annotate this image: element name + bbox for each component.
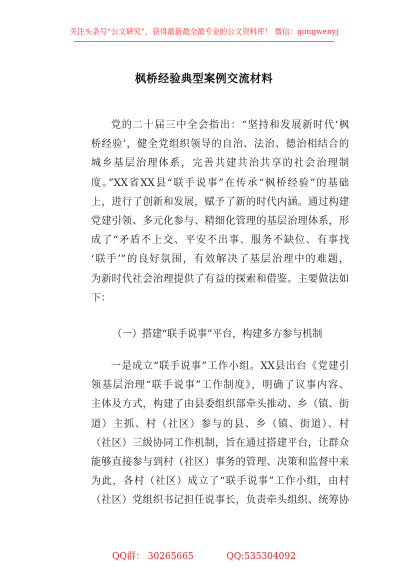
header-divider [74,41,334,42]
text-line: 道）主抓、村（社区）参与的县、乡（镇、街道）、村 [91,418,349,430]
section-paragraph [91,357,349,511]
text-line: 党建引领、多元化参与、精细化管理的基层治理体系，形 [91,215,349,227]
section-heading: （一）搭建“联手说事”平台，构建多方参与机制 [112,329,323,340]
text-line: 桥经验’，健全党组织领导的自治、法治、德治相结合的 [91,139,349,151]
text-line: ‘联手’”的良好氛围，有效解决了基层治理中的难题， [91,254,349,266]
header-banner: 关注头条号“公文研究”，获得最新最全最专业的公文资料库！ 微信：gongwenyj [69,27,339,36]
text-line: 为此，各村（社区）成立了“联手说事”工作小组，由村 [91,476,349,488]
text-line: 上，进行了创新和发展，赋予了新的时代内涵。通过构建 [91,196,349,208]
text-line: 党的二十届三中全会指出：“坚持和发展新时代‘枫 [111,120,349,131]
text-line: 一是成立“联手说事”工作小组。XX县出台《党建引 [111,361,349,372]
text-line: （社区）党组织书记担任说事长，负责牵头组织、统筹协 [91,495,349,507]
text-line: 度。”XX省XX县“联手说事”在传承“枫桥经验”的基础 [91,177,349,189]
footer [0,549,408,562]
text-line: 主体及方式，构建了由县委组织部牵头推动、乡（镇、街 [91,399,349,411]
intro-paragraph [91,116,349,308]
text-line: 下： [91,292,111,304]
text-line: 城乡基层治理体系，完善共建共治共享的社会治理制 [91,158,349,170]
footer-qq-group: QQ群： 30265665 [112,552,194,562]
text-line: 能够直接参与到村（社区）事务的管理、决策和监督中来 [91,456,349,468]
text-line: 领基层治理“联手说事”工作制度》，明确了议事内容、 [91,380,349,392]
text-line: （社区）三级协同工作机制，旨在通过搭建平台，让群众 [91,437,349,449]
document-title: 枫桥经验典型案例交流材料 [135,72,273,85]
text-line: 成了“矛盾不上交、平安不出事、服务不缺位、有事找 [91,235,349,247]
text-line: 为新时代社会治理提供了有益的探索和借鉴。主要做法如 [91,273,349,285]
footer-qq-contact: QQ:535304092 [226,552,296,562]
